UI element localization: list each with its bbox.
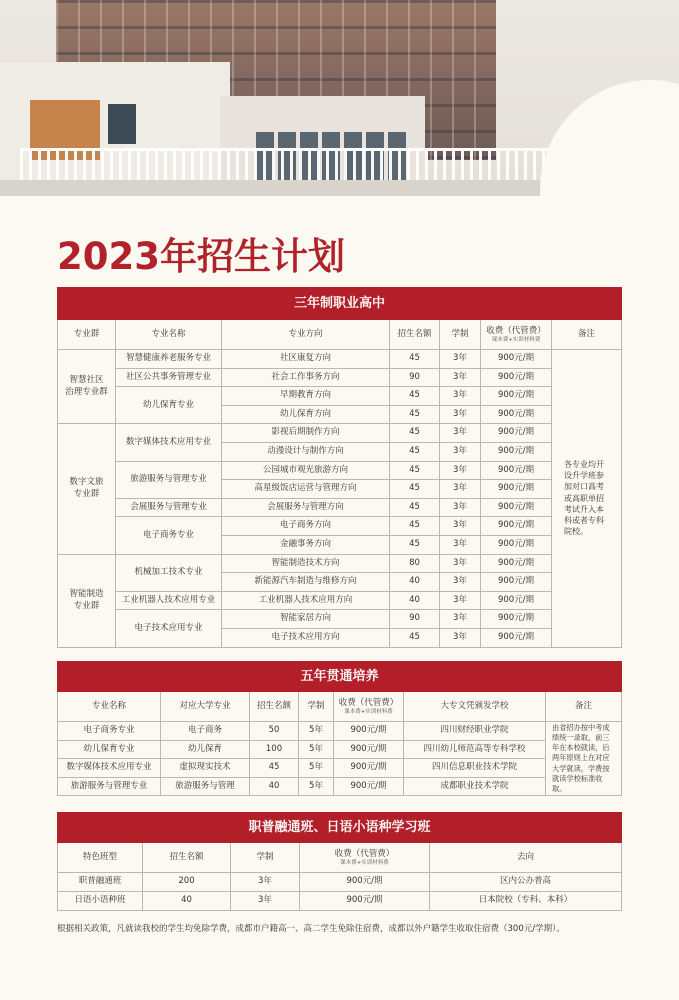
quota: 45	[390, 350, 440, 369]
table-row	[58, 892, 622, 911]
col-header	[334, 692, 404, 722]
university-major: 虚拟现实技术	[161, 759, 250, 778]
class-type: 日语小语种班	[58, 892, 143, 911]
major-name: 社区公共事务管理专业	[116, 368, 222, 387]
col-header: 专业名称	[58, 692, 161, 722]
quota: 100	[250, 740, 299, 759]
fee-label: 收费（代管费）	[486, 325, 546, 336]
duration: 3年	[231, 892, 300, 911]
duration: 3年	[440, 498, 481, 517]
duration: 3年	[440, 554, 481, 573]
quota: 40	[390, 591, 440, 610]
fence	[20, 148, 620, 182]
destination: 区内公办普高	[430, 873, 622, 892]
fee: 900元/期	[481, 591, 552, 610]
major-direction: 电子技术应用方向	[222, 628, 390, 647]
fee: 900元/期	[481, 387, 552, 406]
quota: 45	[390, 442, 440, 461]
duration: 5年	[299, 722, 334, 741]
major-direction: 社区康复方向	[222, 350, 390, 369]
major-direction: 影视后期制作方向	[222, 424, 390, 443]
major-direction: 早期教育方向	[222, 387, 390, 406]
fee-sub-label: 课本费+实训材料费	[340, 860, 389, 867]
quota: 40	[250, 777, 299, 796]
quota: 45	[390, 480, 440, 499]
quota: 80	[390, 554, 440, 573]
diploma-school: 四川信息职业技术学院	[404, 759, 546, 778]
fee: 900元/期	[481, 480, 552, 499]
class-type: 职普融通班	[58, 873, 143, 892]
duration: 3年	[440, 405, 481, 424]
col-header: 大专文凭颁发学校	[404, 692, 546, 722]
major-direction: 智能家居方向	[222, 610, 390, 629]
table-band: 职普融通班、日语小语种学习班	[58, 813, 622, 843]
page-title: 2023年招生计划	[57, 235, 345, 278]
col-header: 去向	[430, 843, 622, 873]
table-row	[58, 517, 622, 536]
major-name: 幼儿保育专业	[58, 740, 161, 759]
fee: 900元/期	[481, 424, 552, 443]
duration: 3年	[440, 350, 481, 369]
fee: 900元/期	[334, 759, 404, 778]
duration: 3年	[440, 480, 481, 499]
major-direction: 新能源汽车制造与维修方向	[222, 573, 390, 592]
col-header: 学制	[299, 692, 334, 722]
major-group: 智能制造 专业群	[58, 554, 116, 647]
table-row	[58, 424, 622, 443]
major-direction: 动漫设计与制作方向	[222, 442, 390, 461]
major-name: 会展服务与管理专业	[116, 498, 222, 517]
quota: 50	[250, 722, 299, 741]
major-direction: 金融事务方向	[222, 535, 390, 554]
major-name: 数字媒体技术应用专业	[58, 759, 161, 778]
duration: 3年	[440, 535, 481, 554]
fee: 900元/期	[481, 498, 552, 517]
major-name: 旅游服务与管理专业	[58, 777, 161, 796]
major-direction: 公园城市观光旅游方向	[222, 461, 390, 480]
major-direction: 高星级饭店运营与管理方向	[222, 480, 390, 499]
quota: 45	[390, 424, 440, 443]
fee: 900元/期	[481, 442, 552, 461]
fee: 900元/期	[481, 573, 552, 592]
col-header: 对应大学专业	[161, 692, 250, 722]
duration: 3年	[231, 873, 300, 892]
col-header: 招生名额	[250, 692, 299, 722]
table-row	[58, 387, 622, 406]
col-header: 专业方向	[222, 320, 390, 350]
fee: 900元/期	[334, 777, 404, 796]
major-direction: 会展服务与管理方向	[222, 498, 390, 517]
major-name: 智慧健康养老服务专业	[116, 350, 222, 369]
major-group: 智慧社区 治理专业群	[58, 350, 116, 424]
quota: 45	[390, 461, 440, 480]
col-header: 招生名额	[143, 843, 231, 873]
quota: 45	[390, 628, 440, 647]
table-row	[58, 873, 622, 892]
table-row	[58, 777, 622, 796]
university-major: 电子商务	[161, 722, 250, 741]
table-row	[58, 722, 622, 741]
major-direction: 智能制造技术方向	[222, 554, 390, 573]
quota: 45	[250, 759, 299, 778]
duration: 5年	[299, 777, 334, 796]
duration: 3年	[440, 610, 481, 629]
fee: 900元/期	[481, 535, 552, 554]
major-name: 数字媒体技术应用专业	[116, 424, 222, 461]
diploma-school: 四川幼儿师范高等专科学校	[404, 740, 546, 759]
col-header: 备注	[552, 320, 622, 350]
quota: 40	[143, 892, 231, 911]
fee: 900元/期	[334, 722, 404, 741]
fee: 900元/期	[300, 892, 430, 911]
table-row	[58, 350, 622, 369]
major-name: 机械加工技术专业	[116, 554, 222, 591]
university-major: 旅游服务与管理	[161, 777, 250, 796]
campus-photo	[0, 0, 679, 196]
fee-sub-label: 课本费+实训材料费	[491, 337, 541, 344]
fee: 900元/期	[481, 554, 552, 573]
col-header	[300, 843, 430, 873]
fee-sub-label: 课本费+实训材料费	[344, 709, 393, 716]
table-row	[58, 759, 622, 778]
fee: 900元/期	[481, 461, 552, 480]
col-header: 专业群	[58, 320, 116, 350]
remark: 各专业均开设升学班参加对口高考或高职单招考试升入本科或者专科院校。	[552, 350, 622, 648]
table-row	[58, 461, 622, 480]
three-year-table	[57, 287, 622, 648]
quota: 45	[390, 405, 440, 424]
fee-label: 收费（代管费）	[338, 697, 399, 708]
major-name: 工业机器人技术应用专业	[116, 591, 222, 610]
major-name: 电子商务专业	[116, 517, 222, 554]
duration: 3年	[440, 442, 481, 461]
quota: 40	[390, 573, 440, 592]
quota: 45	[390, 517, 440, 536]
table-row	[58, 740, 622, 759]
table-row	[58, 554, 622, 573]
duration: 3年	[440, 368, 481, 387]
duration: 3年	[440, 424, 481, 443]
special-class-table	[57, 812, 622, 911]
fee-label: 收费（代管费）	[334, 848, 395, 859]
fee: 900元/期	[481, 405, 552, 424]
col-header: 专业名称	[116, 320, 222, 350]
duration: 5年	[299, 740, 334, 759]
remark: 由省招办按中考成绩统一录取，前三年在本校就读，后两年原则上在对应大学就读，学费按就读学校标准收取。	[546, 722, 622, 796]
fee: 900元/期	[334, 740, 404, 759]
col-header	[481, 320, 552, 350]
col-header: 招生名额	[390, 320, 440, 350]
major-name: 电子商务专业	[58, 722, 161, 741]
fee: 900元/期	[300, 873, 430, 892]
duration: 3年	[440, 461, 481, 480]
major-direction: 幼儿保育方向	[222, 405, 390, 424]
fee: 900元/期	[481, 368, 552, 387]
col-header: 学制	[231, 843, 300, 873]
col-header: 特色班型	[58, 843, 143, 873]
table-row	[58, 368, 622, 387]
fee: 900元/期	[481, 610, 552, 629]
table-row	[58, 610, 622, 629]
fee: 900元/期	[481, 517, 552, 536]
fee: 900元/期	[481, 628, 552, 647]
quota: 200	[143, 873, 231, 892]
fee: 900元/期	[481, 350, 552, 369]
destination: 日本院校（专科、本科）	[430, 892, 622, 911]
duration: 5年	[299, 759, 334, 778]
major-direction: 电子商务方向	[222, 517, 390, 536]
major-name: 幼儿保育专业	[116, 387, 222, 424]
major-direction: 社会工作事务方向	[222, 368, 390, 387]
duration: 3年	[440, 628, 481, 647]
quota: 45	[390, 498, 440, 517]
col-header: 学制	[440, 320, 481, 350]
duration: 3年	[440, 573, 481, 592]
table-row	[58, 498, 622, 517]
duration: 3年	[440, 387, 481, 406]
university-major: 幼儿保育	[161, 740, 250, 759]
col-header: 备注	[546, 692, 622, 722]
diploma-school: 成都职业技术学院	[404, 777, 546, 796]
major-name: 旅游服务与管理专业	[116, 461, 222, 498]
quota: 45	[390, 535, 440, 554]
five-year-table	[57, 661, 622, 796]
diploma-school: 四川财经职业学院	[404, 722, 546, 741]
quota: 45	[390, 387, 440, 406]
table-band: 三年制职业高中	[58, 288, 622, 320]
table-band: 五年贯通培养	[58, 662, 622, 692]
major-name: 电子技术应用专业	[116, 610, 222, 647]
duration: 3年	[440, 591, 481, 610]
major-group: 数字文旅 专业群	[58, 424, 116, 554]
policy-footnote: 根据相关政策，凡就读我校的学生均免除学费，成都市户籍高一、高二学生免除住宿费，成都以外户籍学生收取住宿费（300元/学期）。	[57, 924, 565, 934]
major-direction: 工业机器人技术应用方向	[222, 591, 390, 610]
quota: 90	[390, 610, 440, 629]
table-row	[58, 591, 622, 610]
quota: 90	[390, 368, 440, 387]
duration: 3年	[440, 517, 481, 536]
